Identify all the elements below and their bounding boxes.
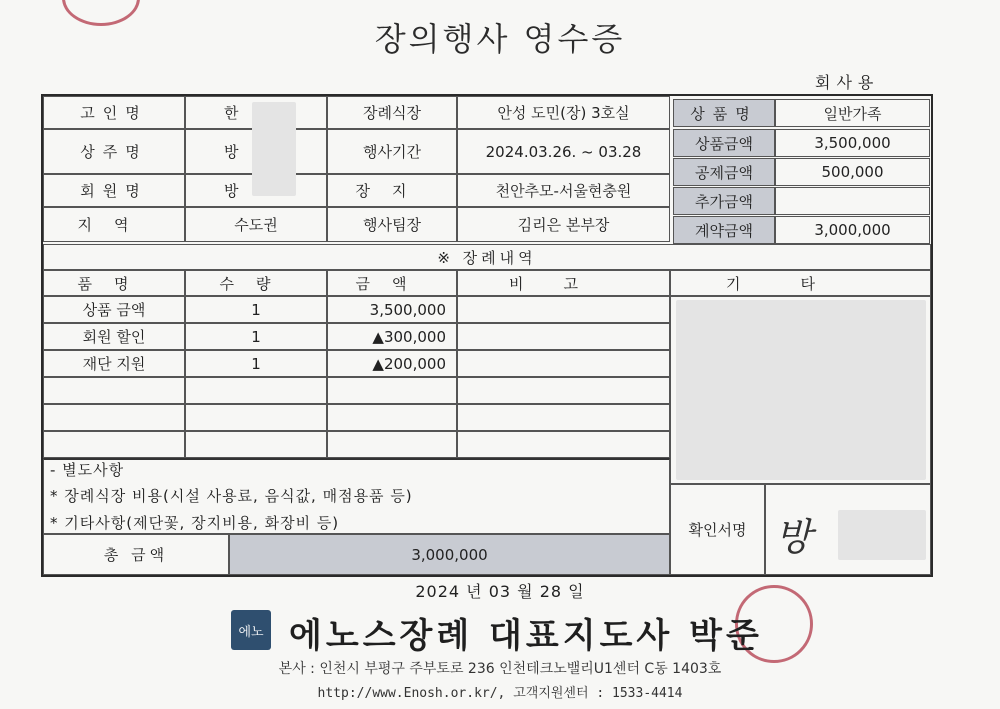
contract-value: 3,000,000 — [775, 216, 930, 244]
table-row-note — [457, 350, 670, 377]
table-row-qty: 1 — [185, 350, 327, 377]
empty-row — [43, 431, 185, 458]
company-address: 본사 : 인천시 부평구 주부토로 236 인천테크노밸리U1센터 C동 1403호 — [278, 661, 722, 677]
member-label: 회원명 — [43, 174, 185, 207]
empty-row — [185, 404, 327, 431]
product-label: 상품명 — [673, 99, 775, 127]
deduct-label: 공제금액 — [673, 158, 775, 186]
empty-row — [327, 404, 457, 431]
extra-label: 추가금액 — [673, 187, 775, 215]
details-title: ※ 장례내역 — [43, 244, 931, 270]
receipt-title: 장의행사 영수증 — [374, 20, 626, 58]
hall-value: 안성 도민(장) 3호실 — [457, 96, 670, 129]
empty-row — [43, 377, 185, 404]
contract-label: 계약금액 — [673, 216, 775, 244]
company-website: http://www.Enosh.or.kr/, 고객지원센터 : 1533-4414 — [317, 686, 683, 701]
col-other: 기타 — [670, 270, 931, 296]
col-note: 비고 — [457, 270, 670, 296]
col-qty: 수량 — [185, 270, 327, 296]
extra-value — [775, 187, 930, 215]
hall-label: 장례식장 — [327, 96, 457, 129]
manager-value: 김리은 본부장 — [457, 207, 670, 242]
region-value: 수도권 — [185, 207, 327, 242]
redacted-names — [252, 102, 296, 196]
table-row-amount: ▲200,000 — [327, 350, 457, 377]
table-row-note — [457, 323, 670, 350]
table-row-item: 상품 금액 — [43, 296, 185, 323]
period-value: 2024.03.26. ~ 03.28 — [457, 129, 670, 174]
table-row-item: 회원 할인 — [43, 323, 185, 350]
notes-heading: - 별도사항 — [50, 461, 125, 479]
period-label: 행사기간 — [327, 129, 457, 174]
redacted-other — [676, 300, 926, 480]
empty-row — [327, 377, 457, 404]
empty-row — [185, 377, 327, 404]
empty-row — [457, 404, 670, 431]
member-value: 방 — [185, 174, 327, 207]
table-row-qty: 1 — [185, 296, 327, 323]
empty-row — [457, 431, 670, 458]
empty-row — [457, 377, 670, 404]
confirm-label: 확인서명 — [670, 484, 765, 575]
company-logo: 에노 — [231, 610, 271, 650]
burial-value: 천안추모-서울현충원 — [457, 174, 670, 207]
chief-label: 상주명 — [43, 129, 185, 174]
price-label: 상품금액 — [673, 129, 775, 157]
burial-label: 장지 — [327, 174, 457, 207]
deceased-label: 고인명 — [43, 96, 185, 129]
table-row-amount: 3,500,000 — [327, 296, 457, 323]
company-name: 에노스장례 대표지도사 박준 — [289, 616, 763, 656]
issue-date: 2024 년 03 월 28 일 — [415, 582, 585, 601]
region-label: 지역 — [43, 207, 185, 242]
col-item: 품명 — [43, 270, 185, 296]
notes-line: * 기타사항(제단꽃, 장지비용, 화장비 등) — [50, 514, 340, 532]
signature: 방 — [775, 515, 812, 559]
copy-label: 회사용 — [815, 73, 880, 92]
notes-line: * 장례식장 비용(시설 사용료, 음식값, 매점용품 등) — [50, 487, 413, 505]
redacted-signature — [838, 510, 926, 560]
chief-value: 방 — [185, 129, 327, 174]
table-row-amount: ▲300,000 — [327, 323, 457, 350]
deceased-value: 한 — [185, 96, 327, 129]
manager-label: 행사팀장 — [327, 207, 457, 242]
empty-row — [185, 431, 327, 458]
price-value: 3,500,000 — [775, 129, 930, 157]
total-label: 총 금액 — [43, 534, 229, 575]
total-value: 3,000,000 — [229, 534, 670, 575]
empty-row — [43, 404, 185, 431]
deduct-value: 500,000 — [775, 158, 930, 186]
col-amount: 금액 — [327, 270, 457, 296]
table-row-qty: 1 — [185, 323, 327, 350]
empty-row — [327, 431, 457, 458]
table-row-item: 재단 지원 — [43, 350, 185, 377]
product-value: 일반가족 — [775, 99, 930, 127]
table-row-note — [457, 296, 670, 323]
